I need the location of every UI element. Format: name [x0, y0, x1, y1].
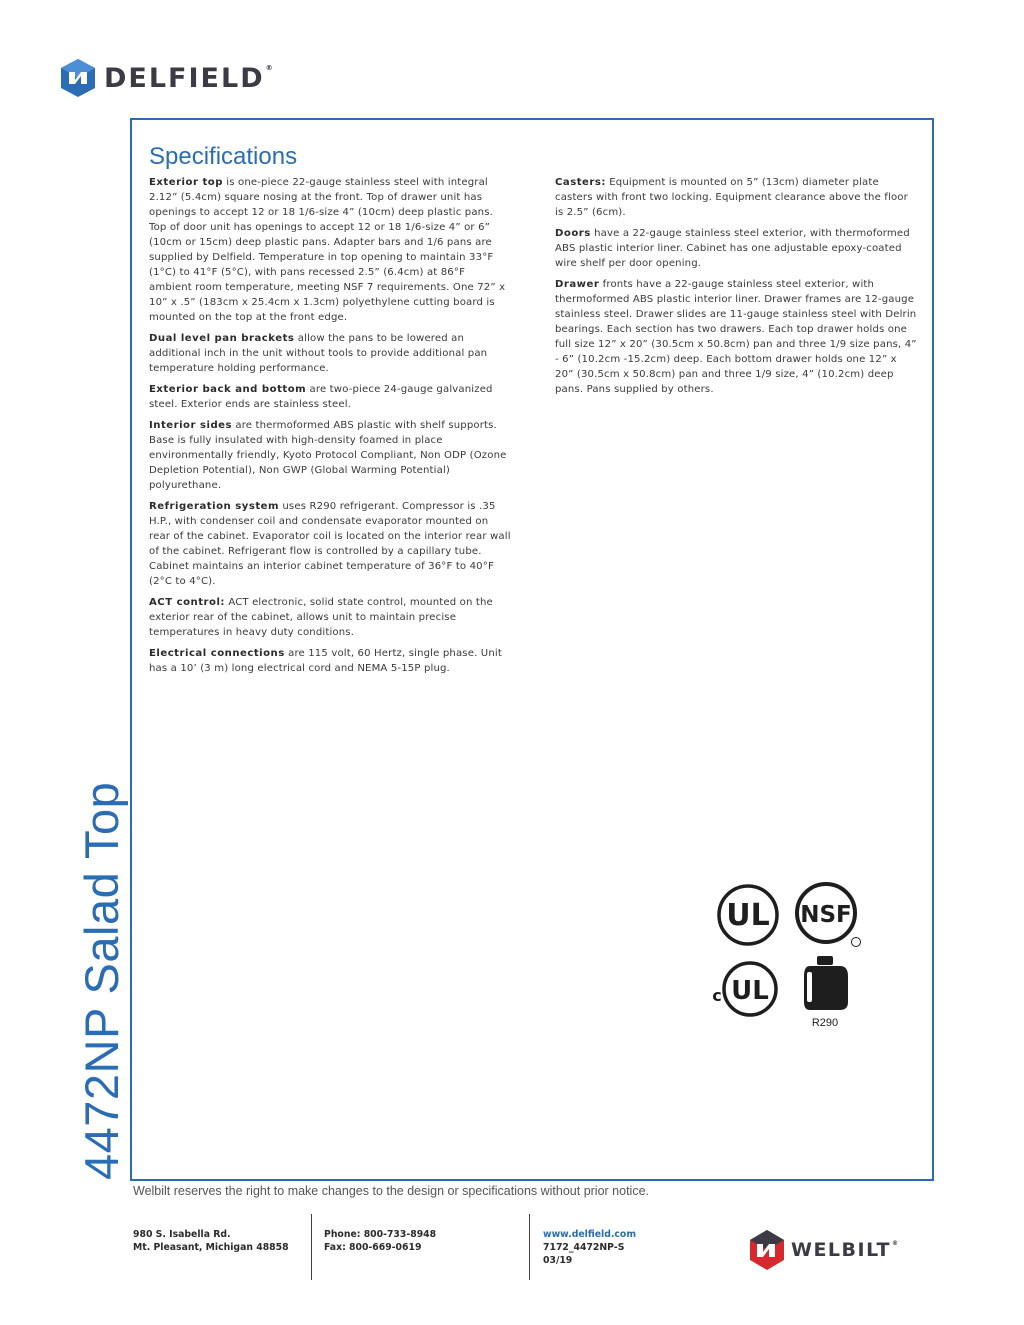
nsf-icon [794, 881, 862, 949]
spec-paragraph: Dual level pan brackets allow the pans to be lowered an additional inch in the unit without tools to provide additional pan temperature holding performance. [149, 333, 488, 374]
footer-address [133, 1228, 289, 1254]
document-number: 7172_4472NP-S [543, 1242, 625, 1253]
delfield-logo [60, 58, 275, 98]
footer-docinfo [543, 1228, 636, 1267]
specs-right-column [555, 175, 917, 403]
spec-paragraph: Refrigeration system uses R290 refrigerant. Compressor is .35 H.P., with condenser coil and condensate evaporator mounted on rear of the cabinet. Evaporator coil is located on the interior rear wall of the cabinet. Refrigerant flow is controlled by a capillary tube. Cabinet maintains an interior cabinet temperature of 36°F to 40°F (2°C to 4°C). [149, 501, 511, 587]
delfield-wordmark: DELFIELD® [104, 62, 275, 94]
disclaimer-notice: Welbilt reserves the right to make changes to the design or specifications without prior notice. [133, 1184, 650, 1198]
spec-paragraph: Exterior back and bottom are two-piece 24-gauge galvanized steel. Exterior ends are stainless steel. [149, 384, 493, 410]
welbilt-logo [749, 1229, 900, 1271]
svg-text:UL: UL [731, 976, 769, 1006]
svg-text:R290: R290 [811, 1017, 839, 1029]
footer-contact [324, 1228, 436, 1254]
ul-listed-icon [716, 883, 780, 947]
svg-text:UL: UL [726, 898, 770, 933]
spec-paragraph: Drawer fronts have a 22-gauge stainless steel exterior, with thermoformed ABS plastic interior liner. Drawer frames are 12-gauge stainless steel. Drawer slides are 11-gauge stainless steel with Delrin bearings. Each section has two drawers. Each top drawer holds one full size 12” x 20” (30.5cm x 50.8cm) pan and three 1/9 size pans, 4” - 6” (10.2cm -15.2cm) deep. Each bottom drawer holds one 12” x 20” (30.5cm x 50.8cm) pan and three 1/9 size, 4” (10.2cm) deep pans. Pans supplied by others. [555, 279, 917, 395]
spec-paragraph: ACT control: ACT electronic, solid state control, mounted on the exterior rear of the cabinet, allows unit to maintain precise temperatures in heavy duty conditions. [149, 597, 493, 638]
address-line1: 980 S. Isabella Rd. [133, 1229, 231, 1240]
spec-paragraph: Interior sides are thermoformed ABS plastic with shelf supports. Base is fully insulated with high-density foamed in place environmentally friendly, Kyoto Protocol Compliant, Non ODP (Ozone Depletion Potential), Non GWP (Global Warming Potential) polyurethane. [149, 420, 507, 491]
spec-paragraph: Doors have a 22-gauge stainless steel exterior, with thermoformed ABS plastic interior liner. Cabinet has one adjustable epoxy-coated wire shelf per door opening. [555, 228, 910, 269]
product-title: 4472NP Salad Top [75, 781, 128, 1180]
website-link[interactable]: www.delfield.com [543, 1229, 637, 1240]
cul-listed-icon [708, 960, 780, 1018]
footer-divider [529, 1214, 530, 1280]
spec-paragraph: Electrical connections are 115 volt, 60 Hertz, single phase. Unit has a 10’ (3 m) long electrical cord and NEMA 5-15P plug. [149, 648, 502, 674]
footer-divider [311, 1214, 312, 1280]
certification-marks [708, 880, 878, 1030]
specs-left-column [149, 175, 511, 682]
welbilt-mark-icon [749, 1229, 785, 1271]
fax-number: Fax: 800-669-0619 [324, 1242, 422, 1253]
document-date: 03/19 [543, 1255, 573, 1266]
r290-refrigerant-icon [800, 954, 852, 1030]
svg-text:NSF: NSF [800, 902, 852, 928]
spec-paragraph: Casters: Equipment is mounted on 5” (13cm) diameter plate casters with front two locking. Equipment clearance above the floor is 2.5” (6cm). [555, 177, 908, 218]
address-line2: Mt. Pleasant, Michigan 48858 [133, 1242, 289, 1253]
spec-paragraph: Exterior top is one-piece 22-gauge stainless steel with integral 2.12” (5.4cm) square nosing at the front. Top of drawer unit has openings to accept 12 or 18 1/6-size 4” (10cm) deep plastic pans. Top of door unit has openings to accept 12 or 18 1/6-size 4” or 6” (10cm or 15cm) deep plastic pans. Adapter bars and 1/6 pans are supplied by Delfield. Temperature in top opening to maintain 33°F (1°C) to 41°F (5°C), with pans recessed 2.5” (6.4cm) at 86°F ambient room temperature, meeting NSF 7 requirements. One 72” x 10” x .5” (183cm x 25.4cm x 1.3cm) polyethylene cutting board is mounted on the top at the front edge. [149, 177, 506, 323]
svg-text:c: c [712, 986, 722, 1005]
specifications-heading: Specifications [149, 143, 298, 170]
delfield-mark-icon [60, 58, 96, 98]
welbilt-wordmark: WELBILT® [791, 1238, 900, 1261]
phone-number: Phone: 800-733-8948 [324, 1229, 437, 1240]
